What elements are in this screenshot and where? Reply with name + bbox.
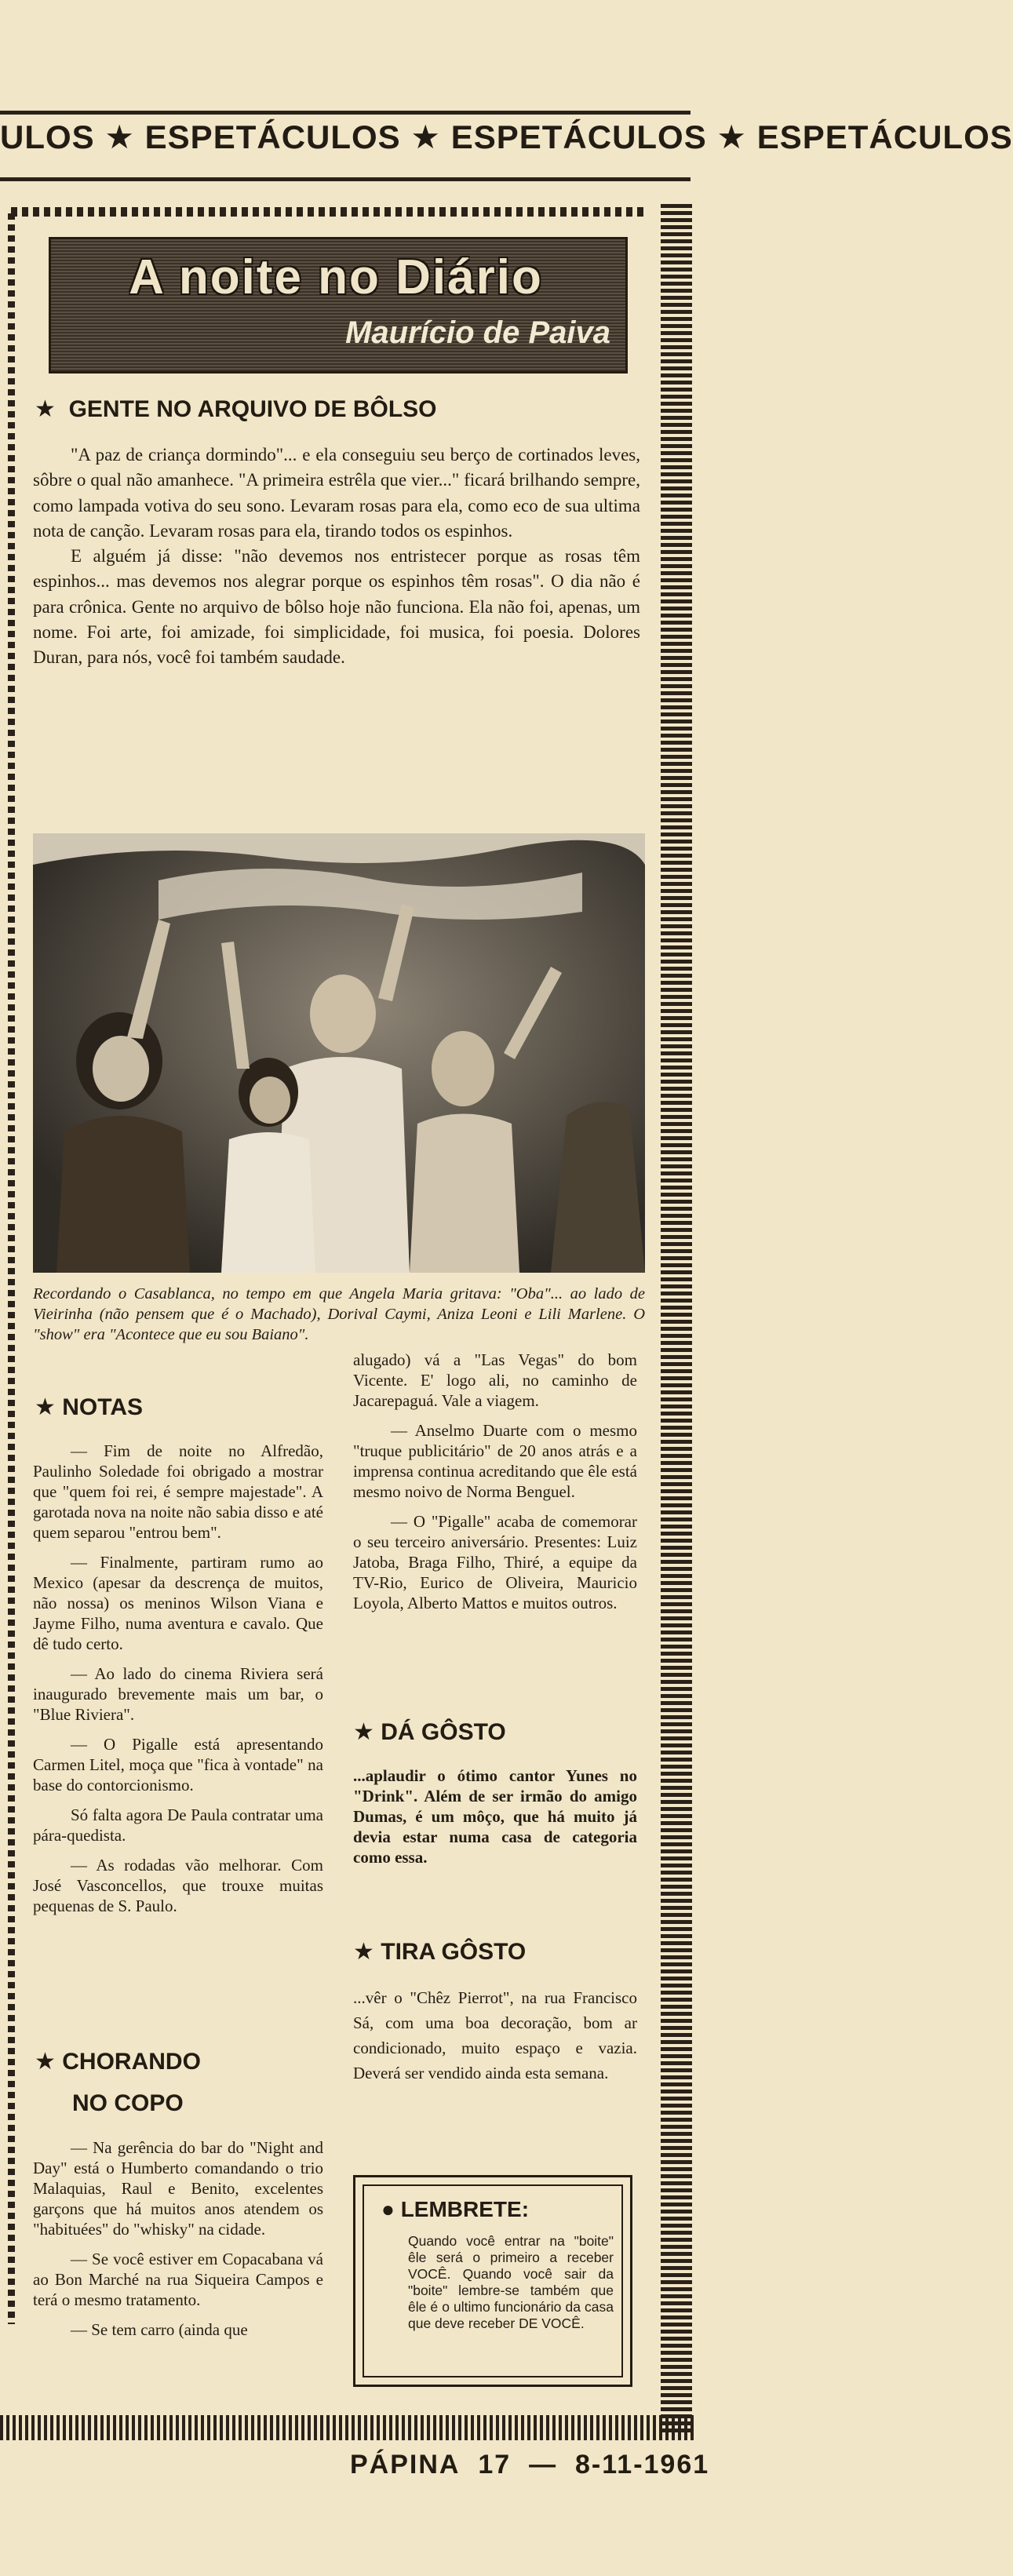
- section-heading-da-gosto: [353, 1718, 506, 1746]
- right-column: [353, 1350, 637, 1623]
- section-heading-chorando: [35, 2048, 201, 2075]
- section-heading-text: GENTE NO ARQUIVO DE BÔLSO: [68, 396, 437, 422]
- chorando-paragraph: — Se você estiver em Copacabana vá ao Bon Marché na rua Siqueira Campos e terá o mesmo tratamento.: [33, 2250, 323, 2309]
- notas-paragraph: — Ao lado do cinema Riviera será inaugurado brevemente mais um bar, o "Blue Riviera".: [33, 1664, 323, 1724]
- section-heading-text: CHORANDO: [62, 2049, 201, 2075]
- page-number: 17: [478, 2450, 512, 2479]
- section-heading-text: DÁ GÔSTO: [381, 1719, 506, 1745]
- footer-label: PÁPINA: [350, 2450, 461, 2479]
- da-gosto-text: ...aplaudir o ótimo cantor Yunes no "Drink". Além de ser irmão do amigo Dumas, é um môço, que há muito já devia estar numa casa de categoria como essa.: [353, 1766, 637, 1867]
- star-icon: ★: [353, 1939, 374, 1965]
- right-paragraph: — O "Pigalle" acaba de comemorar o seu terceiro aniversário. Presentes: Luiz Jatoba, Braga Filho, Thiré, a equipe da TV-Rio, Eurico de Oliveira, Mauricio Loyola, Alberto Mattos e muitos outros.: [353, 1512, 637, 1612]
- bullet-icon: ●: [381, 2197, 395, 2221]
- footer-separator: —: [529, 2450, 558, 2479]
- article-title: A noite no Diário: [129, 250, 543, 304]
- masthead-top-rule: [0, 111, 691, 115]
- top-dotted-border: [11, 207, 647, 217]
- right-paragraph: alugado) vá a "Las Vegas" do bom Vicente. E' logo ali, no caminho de Jacarepaguá. Vale a viagem.: [353, 1350, 637, 1410]
- section-banner: ULOS ★ ESPETÁCULOS ★ ESPETÁCULOS ★ ESPETÁCULOS: [0, 118, 1013, 155]
- chorando-paragraph: — Se tem carro (ainda que: [71, 2320, 248, 2339]
- article-author: Maurício de Paiva: [345, 315, 610, 350]
- notas-paragraph: — O Pigalle está apresentando Carmen Litel, moça que "fica à vontade" na base do contorcionismo.: [33, 1735, 323, 1794]
- right-hatched-border: [661, 204, 692, 2432]
- body-paragraph: E alguém já disse: "não devemos nos entristecer porque as rosas têm espinhos... mas devemos nos alegrar porque os espinhos têm rosas". O dia não é para crônica. Gente no arquivo de bôlso hoje não funciona. Ela não foi, apenas, um nome. Foi arte, foi amizade, foi simplicidade, foi musica, foi poesia. Dolores Duran, para nós, você foi também saudade.: [33, 546, 640, 668]
- section-heading-chorando-line2: NO COPO: [72, 2090, 184, 2116]
- photo-caption: Recordando o Casablanca, no tempo em que Angela Maria gritava: "Oba"... ao lado de Vieirinha (não pensem que é o Machado), Dorival Caymi, Aniza Leoni e Lili Marlene. O "show" era "Acontece que eu sou Baiano".: [33, 1285, 645, 1343]
- lembrete-heading: [381, 2197, 529, 2222]
- section-heading-text: NOTAS: [62, 1394, 144, 1420]
- notas-paragraph: Só falta agora De Paula contratar uma pára-quedista.: [33, 1805, 323, 1845]
- lembrete-heading-text: LEMBRETE:: [400, 2197, 530, 2221]
- section-heading-text: TIRA GÔSTO: [381, 1939, 527, 1965]
- photo-image: [33, 833, 645, 1273]
- chorando-column: [33, 2137, 323, 2349]
- photo-casablanca: [33, 833, 645, 1273]
- notas-column: [33, 1441, 323, 1926]
- body-paragraph: "A paz de criança dormindo"... e ela conseguiu seu berço de cortinados leves, sôbre o qual não amanhece. "A primeira estrêla que vier..." ficará brilhando sempre, como lampada votiva do seu sono. Levaram rosas para ela, como eco de sua ultima nota de canção. Levaram rosas para ela, tirando todos os espinhos.: [33, 445, 640, 541]
- star-icon: ★: [353, 1719, 374, 1745]
- section-heading-notas: [35, 1394, 143, 1421]
- notas-paragraph: — As rodadas vão melhorar. Com José Vasconcellos, que trouxe muitas pequenas de S. Paulo.: [33, 1856, 323, 1915]
- section-heading-gente: [35, 395, 437, 423]
- section-heading-tira-gosto: [353, 1938, 526, 1966]
- section-body-gente: [33, 443, 640, 671]
- left-dotted-border: [8, 213, 15, 2324]
- notas-paragraph: — Fim de noite no Alfredão, Paulinho Soledade foi obrigado a mostrar que "quem foi rei, é sempre majestade". A garotada nova na noite não sabia disso e até quem separou "entrou bem".: [33, 1441, 323, 1542]
- bottom-hatched-border: [0, 2415, 694, 2440]
- notas-paragraph: — Finalmente, partiram rumo ao Mexico (apesar da descrença de muitos, não nossa) os meninos Wilson Viana e Jayme Filho, numa aventura e cavalo. Que dê tudo certo.: [33, 1553, 323, 1653]
- star-icon: ★: [35, 2049, 56, 2075]
- chorando-paragraph: — Na gerência do bar do "Night and Day" está o Humberto comandando o trio Malaquias, Raul e Benito, excelentes garçons que há muitos anos atendem os "habituées" do "whisky" na cidade.: [33, 2138, 323, 2239]
- star-icon: ★: [35, 396, 56, 422]
- tira-gosto-text: ...vêr o "Chêz Pierrot", na rua Francisco Sá, com uma boa decoração, bom ar condicionado, muito espaço e vazia. Deverá ser vendido ainda esta semana.: [353, 1988, 637, 2082]
- masthead-bottom-rule: [0, 177, 691, 181]
- footer-date: 8-11-1961: [575, 2450, 710, 2479]
- page-footer: [350, 2450, 709, 2480]
- lembrete-text: Quando você entrar na "boite" êle será o primeiro a receber VOCÊ. Quando você sair da "boite" lembre-se também que êle é o ultimo funcionário da casa que deve receber DE VOCÊ.: [408, 2233, 614, 2331]
- star-icon: ★: [35, 1394, 56, 1420]
- right-paragraph: — Anselmo Duarte com o mesmo "truque publicitário" de 20 anos atrás e a imprensa continua acreditando que êle está mesmo noivo de Norma Benguel.: [353, 1421, 637, 1501]
